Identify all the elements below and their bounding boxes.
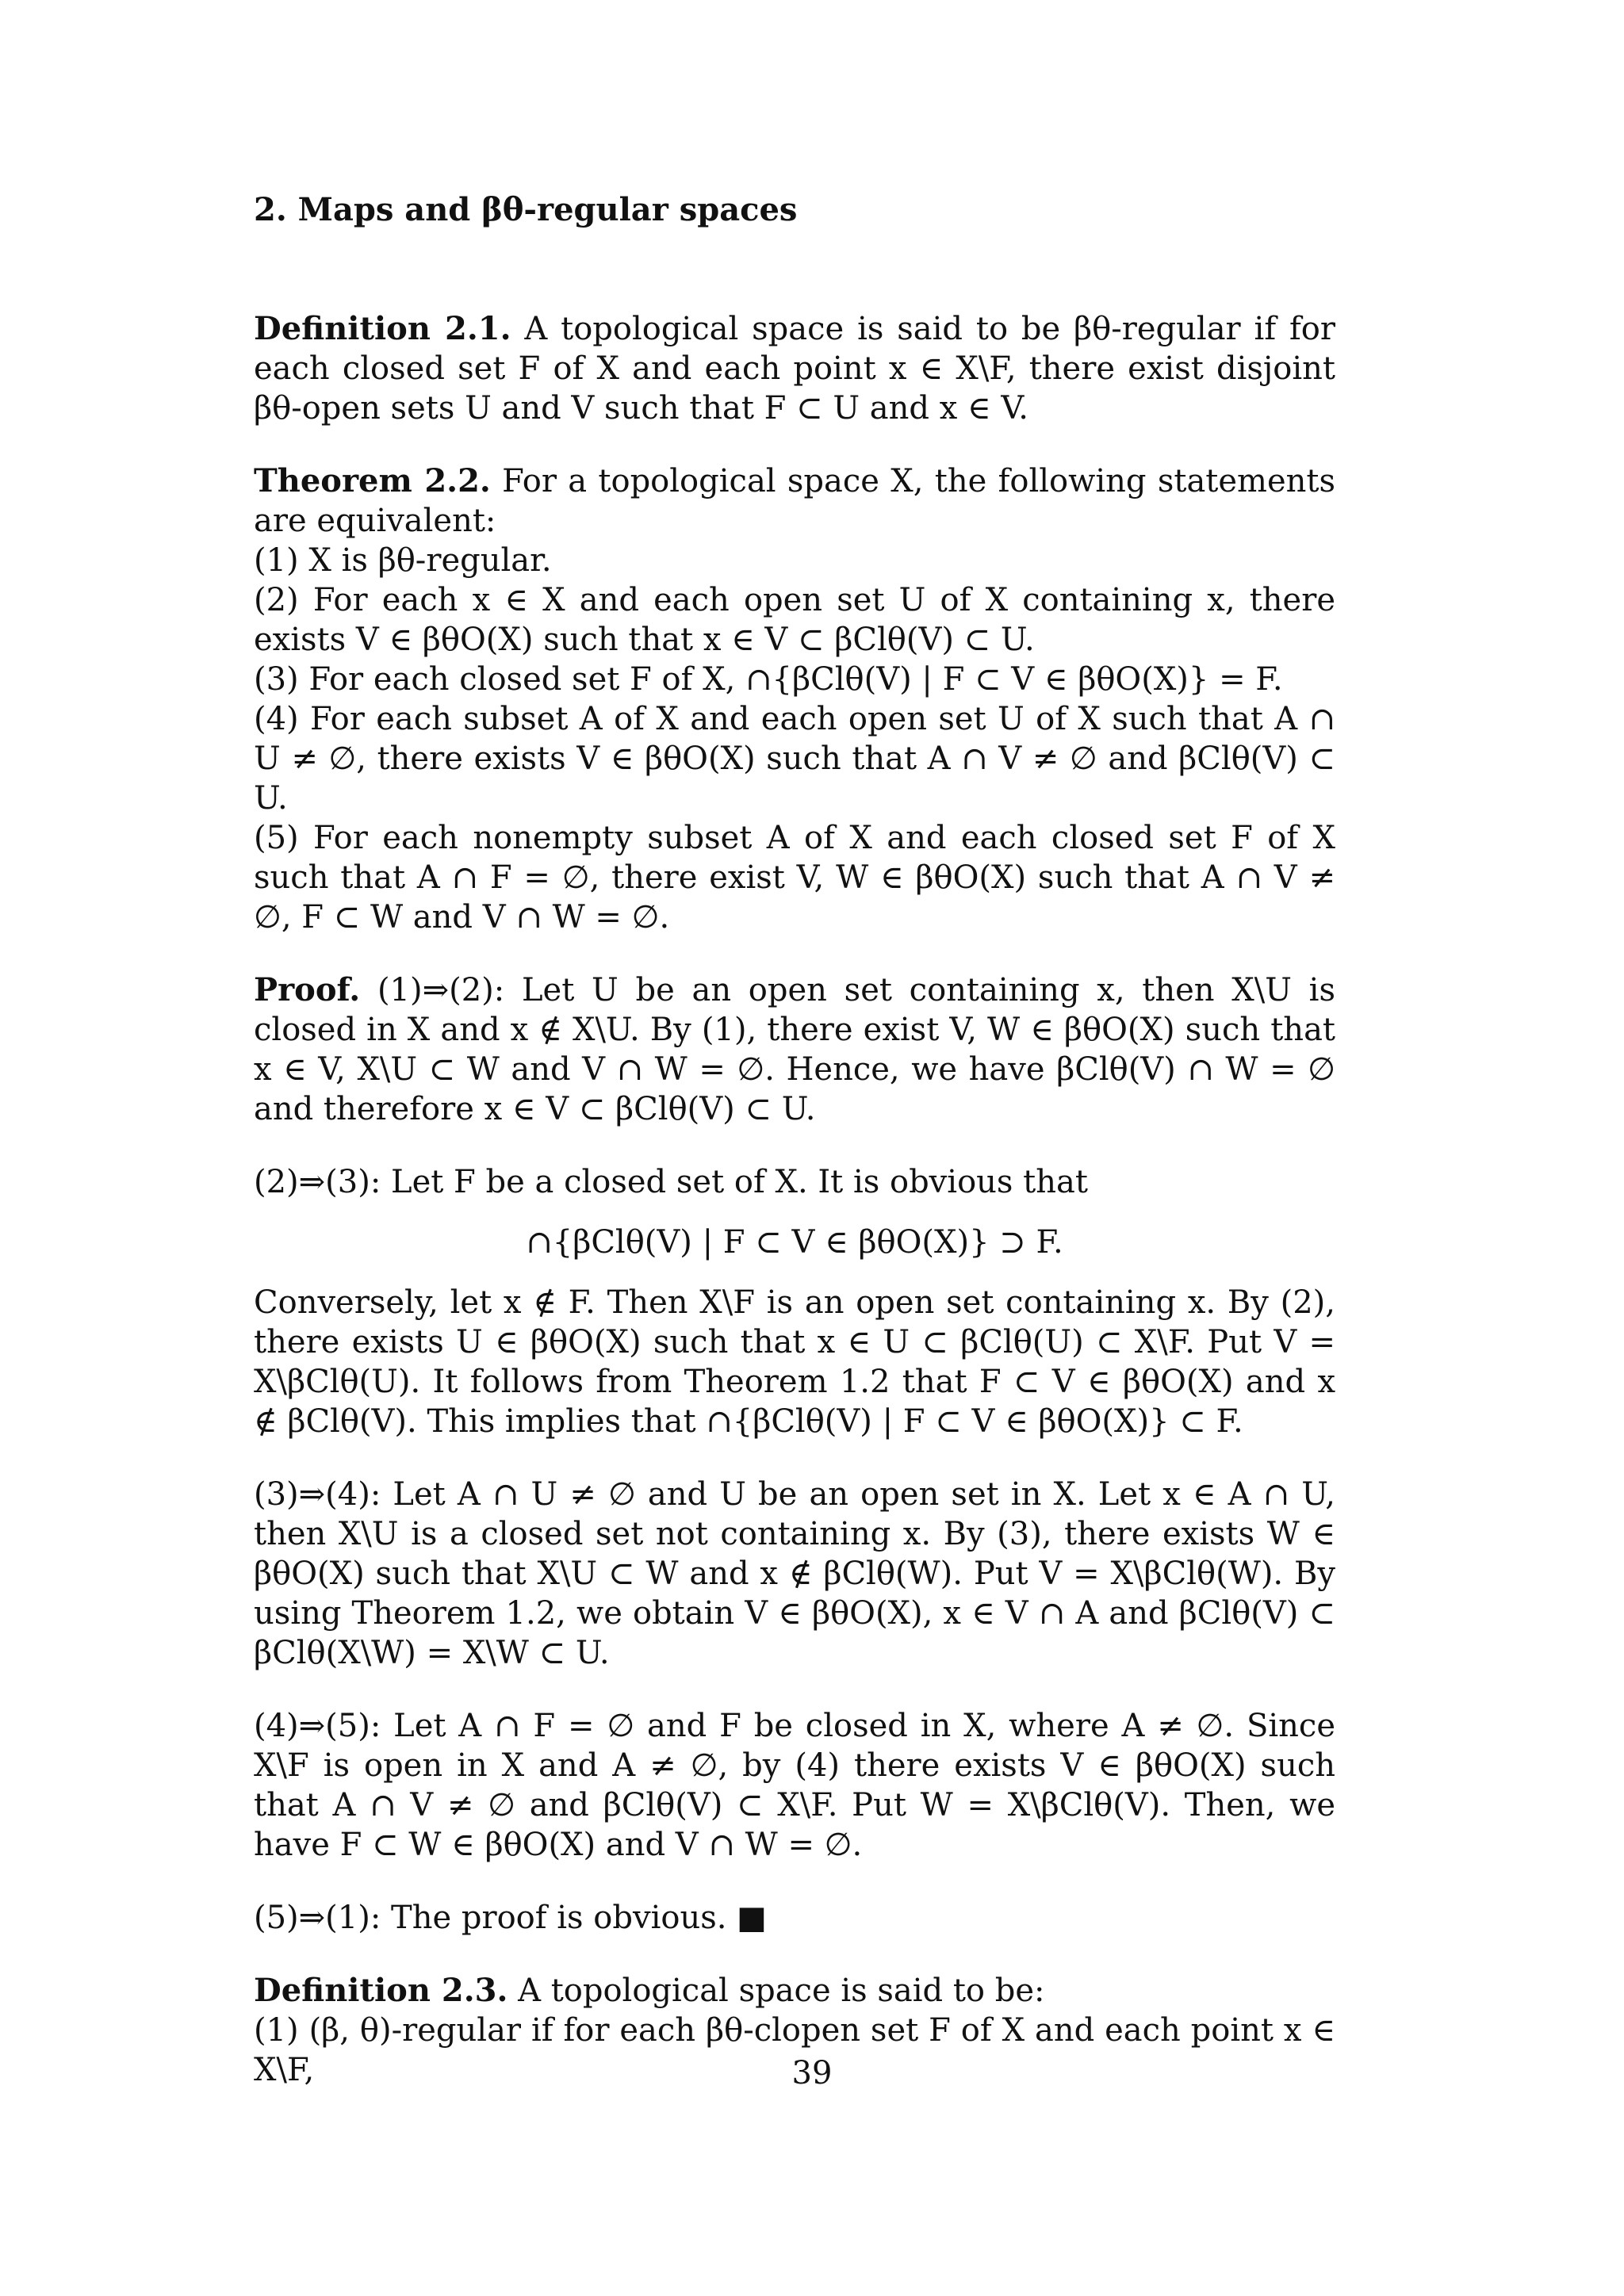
theorem-item-4: (4) For each subset A of X and each open set U of X such that A ∩ U ≠ ∅, there exists V ∈ βθO(X) such that A ∩ V ≠ ∅ and βClθ(V) ⊂ U. [254,701,1335,817]
page-number: 39 [791,2055,833,2091]
definition-2-3 [254,1971,1335,2011]
theorem-item-5: (5) For each nonempty subset A of X and each closed set F of X such that A ∩ F = ∅, there exist V, W ∈ βθO(X) such that A ∩ V ≠ ∅, F ⊂ W and V ∩ W = ∅. [254,820,1335,936]
display-equation: ∩{βClθ(V) | F ⊂ V ∈ βθO(X)} ⊃ F. [526,1224,1063,1261]
proof-text-1: (1)⇒(2): Let U be an open set containing x, then X\U is closed in X and x ∉ X\U. By (1), there exist V, W ∈ βθO(X) such that x ∈ V, X\U ⊂ W and V ∩ W = ∅. Hence, we have βClθ(V) ∩ W = ∅ and therefore x ∈ V ⊂ βClθ(V) ⊂ U. [254,972,1335,1127]
definition-2-1 [254,309,1335,428]
theorem-item-1: (1) X is βθ-regular. [254,542,552,579]
proof-label: Proof. [254,971,361,1008]
section-title: 2. Maps and βθ-regular spaces [254,191,798,228]
proof-paragraph-6: (5)⇒(1): The proof is obvious. ■ [254,1900,767,1936]
theorem-item-2: (2) For each x ∈ X and each open set U of X containing x, there exists V ∈ βθO(X) such that x ∈ V ⊂ βClθ(V) ⊂ U. [254,582,1335,658]
definition-2-3-item-1: (1) (β, θ)-regular if for each βθ-clopen set F of X and each point x ∈ X\F, [254,2012,1335,2088]
definition-text: A topological space is said to be: [508,1973,1045,2009]
theorem-2-2 [254,461,1335,541]
proof-paragraph-2: (2)⇒(3): Let F be a closed set of X. It is obvious that [254,1164,1088,1200]
definition-label: Definition 2.3. [254,1972,508,2009]
proof-paragraph-4: (3)⇒(4): Let A ∩ U ≠ ∅ and U be an open set in X. Let x ∈ A ∩ U, then X\U is a closed set not containing x. By (3), there exists W ∈ βθO(X) such that X\U ⊂ W and x ∉ βClθ(W). Put V = X\βClθ(W). By using Theorem 1.2, we obtain V ∈ βθO(X), x ∈ V ∩ A and βClθ(V) ⊂ βClθ(X\W) = X\W ⊂ U. [254,1476,1335,1671]
definition-text: A topological space is said to be βθ-regular if for each closed set F of X and each point x ∈ X\F, there exist disjoint βθ-open sets U and V such that F ⊂ U and x ∈ V. [254,311,1336,427]
theorem-item-3: (3) For each closed set F of X, ∩{βClθ(V) | F ⊂ V ∈ βθO(X)} = F. [254,661,1283,698]
proof-paragraph-5: (4)⇒(5): Let A ∩ F = ∅ and F be closed in X, where A ≠ ∅. Since X\F is open in X and A ≠ ∅, by (4) there exists V ∈ βθO(X) such that A ∩ V ≠ ∅ and βClθ(V) ⊂ X\F. Put W = X\βClθ(V). Then, we have F ⊂ W ∈ βθO(X) and V ∩ W = ∅. [254,1708,1335,1863]
theorem-label: Theorem 2.2. [254,462,491,499]
proof-paragraph-1 [254,970,1335,1129]
proof-paragraph-3: Conversely, let x ∉ F. Then X\F is an open set containing x. By (2), there exists U ∈ βθO(X) such that x ∈ U ⊂ βClθ(U) ⊂ X\F. Put V = X\βClθ(U). It follows from Theorem 1.2 that F ⊂ V ∈ βθO(X) and x ∉ βClθ(V). This implies that ∩{βClθ(V) | F ⊂ V ∈ βθO(X)} ⊂ F. [254,1284,1335,1440]
definition-label: Definition 2.1. [254,310,511,347]
page-body [254,190,1335,2090]
theorem-intro: For a topological space X, the following statements are equivalent: [254,463,1336,539]
